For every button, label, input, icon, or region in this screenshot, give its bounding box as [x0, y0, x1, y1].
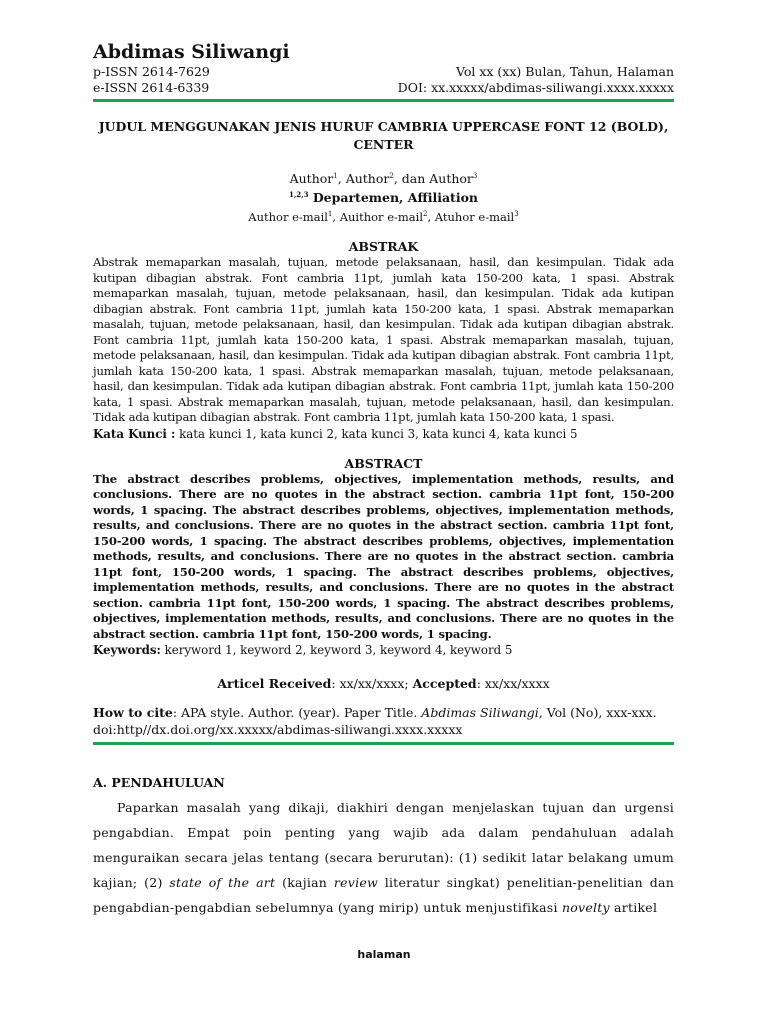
- author-sep-1: ,: [337, 171, 346, 186]
- abstrak-heading: ABSTRAK: [348, 239, 419, 254]
- intro-text-2: (kajian: [275, 875, 334, 890]
- header-divider: [93, 99, 674, 102]
- cite-text-2: , Vol (No), xxx-xxx.: [538, 705, 657, 720]
- abstract-heading: ABSTRACT: [344, 455, 423, 471]
- doi: DOI: xx.xxxxx/abdimas-siliwangi.xxxx.xxxxx: [397, 80, 674, 95]
- cite-doi[interactable]: doi:http//dx.doi.org/xx.xxxxx/abdimas-siliwangi.xxxx.xxxxx: [93, 722, 463, 737]
- author-2: Author: [345, 171, 390, 186]
- intro-italic-3: novelty: [561, 900, 610, 915]
- intro-text-3: literatur singkat) penelitian-penelitian dan pengabdian-pengabdian sebelumnya (yang mirip) untuk menjustifikasi: [93, 875, 674, 915]
- accepted-value: : xx/xx/xxxx: [476, 676, 550, 691]
- affiliation: [93, 187, 674, 206]
- page-footer: halaman: [357, 948, 411, 961]
- header-row-1: [93, 64, 674, 80]
- cite-label: How to cite: [93, 705, 173, 720]
- pissn: p-ISSN 2614-7629: [93, 64, 210, 79]
- cite-text-1: : APA style. Author. (year). Paper Title.: [172, 705, 422, 720]
- author-3-sup: 3: [472, 172, 478, 180]
- paper-title: JUDUL MENGGUNAKAN JENIS HURUF CAMBRIA UPPERCASE FONT 12 (BOLD), CENTER: [98, 119, 669, 152]
- intro-text-4: artikel: [609, 900, 658, 915]
- journal-name: Abdimas Siliwangi: [93, 41, 290, 63]
- email-2: , Auithor e-mail: [332, 210, 424, 224]
- received-value: : xx/xx/xxxx;: [331, 676, 413, 691]
- keywords: [93, 642, 674, 658]
- header-row-2: [93, 80, 674, 96]
- author-sep-2: , dan: [393, 171, 430, 186]
- cite-journal: Abdimas Siliwangi: [421, 705, 539, 720]
- author-1-sup: 1: [333, 172, 338, 180]
- email-3: , Atuhor e-mail: [427, 210, 515, 224]
- keywords-label: Keywords:: [93, 643, 161, 657]
- intro-paragraph: [93, 795, 674, 920]
- eissn: e-ISSN 2614-6339: [93, 80, 210, 95]
- kata-kunci-label: Kata Kunci :: [93, 426, 176, 441]
- cite-divider: [93, 742, 674, 745]
- affiliation-sup: 1,2,3: [288, 190, 309, 199]
- intro-italic-1: state of the art: [169, 875, 276, 890]
- email-3-sup: 3: [514, 210, 519, 218]
- email-1-sup: 1: [327, 210, 333, 218]
- document-page: [93, 40, 674, 920]
- received-line: [93, 676, 674, 692]
- intro-text-1: Paparkan masalah yang dikaji, diakhiri dengan menjelaskan tujuan dan urgensi pengabdian. Empat poin penting yang wajib ada dalam pendahuluan adalah menguraikan secara jelas tentang (secara berurutan): (1) sedikit latar belakang umum kajian; (2): [93, 800, 674, 890]
- abstrak-text: Abstrak memaparkan masalah, tujuan, metode pelaksanaan, hasil, dan kesimpulan. Tidak ada kutipan dibagian abstrak. Font cambria 11pt, jumlah kata 150-200 kata, 1 spasi. Abstrak memaparkan masalah, tujuan, metode pelaksanaan, hasil, dan kesimpulan. Tidak ada kutipan dibagian abstrak. Font cambria 11pt, jumlah kata 150-200 kata, 1 spasi. Abstrak memaparkan masalah, tujuan, metode pelaksanaan, hasil, dan kesimpulan. Tidak ada kutipan dibagian abstrak. Font cambria 11pt, jumlah kata 150-200 kata, 1 spasi. Abstrak memaparkan masalah, tujuan, metode pelaksanaan, hasil, dan kesimpulan. Tidak ada kutipan dibagian abstrak. Font cambria 11pt, jumlah kata 150-200 kata, 1 spasi. Abstrak memaparkan masalah, tujuan, metode pelaksanaan, hasil, dan kesimpulan. Tidak ada kutipan dibagian abstrak. Font cambria 11pt, jumlah kata 150-200 kata, 1 spasi. Abstrak memaparkan masalah, tujuan, metode pelaksanaan, hasil, dan kesimpulan. Tidak ada kutipan dibagian abstrak. Font cambria 11pt, jumlah kata 150-200 kata, 1 spasi.: [93, 255, 674, 424]
- kata-kunci: [93, 426, 674, 442]
- kata-kunci-value: kata kunci 1, kata kunci 2, kata kunci 3, kata kunci 4, kata kunci 5: [175, 426, 578, 441]
- author-list: [93, 168, 674, 187]
- email-1: Author e-mail: [248, 210, 328, 224]
- received-label: Articel Received: [217, 676, 332, 691]
- abstract-text: The abstract describes problems, objectives, implementation methods, results, and conclusions. There are no quotes in the abstract section. cambria 11pt font, 150-200 words, 1 spacing. The abstract describes problems, objectives, implementation methods, results, and conclusions. There are no quotes in the abstract section. cambria 11pt font, 150-200 words, 1 spacing. The abstract describes problems, objectives, implementation methods, results, and conclusions. There are no quotes in the abstract section. cambria 11pt font, 150-200 words, 1 spacing. The abstract describes problems, objectives, implementation methods, results, and conclusions. There are no quotes in the abstract section. cambria 11pt font, 150-200 words, 1 spacing. The abstract describes problems, objectives, implementation methods, results, and conclusions. There are no quotes in the abstract section. cambria 11pt font, 150-200 words, 1 spacing.: [93, 471, 674, 641]
- author-1: Author: [289, 171, 334, 186]
- author-3: Author: [429, 171, 473, 186]
- section-heading: A. PENDAHULUAN: [93, 775, 225, 790]
- author-2-sup: 2: [389, 172, 394, 180]
- volume-info: Vol xx (xx) Bulan, Tahun, Halaman: [455, 64, 674, 79]
- keywords-value: keryword 1, keyword 2, keyword 3, keyword 4, keyword 5: [160, 643, 513, 657]
- how-to-cite: [93, 704, 674, 738]
- author-emails: [93, 206, 674, 225]
- intro-italic-2: review: [333, 875, 378, 890]
- affiliation-text: Departemen, Affiliation: [308, 190, 479, 205]
- accepted-label: Accepted: [412, 676, 477, 691]
- email-2-sup: 2: [423, 210, 428, 218]
